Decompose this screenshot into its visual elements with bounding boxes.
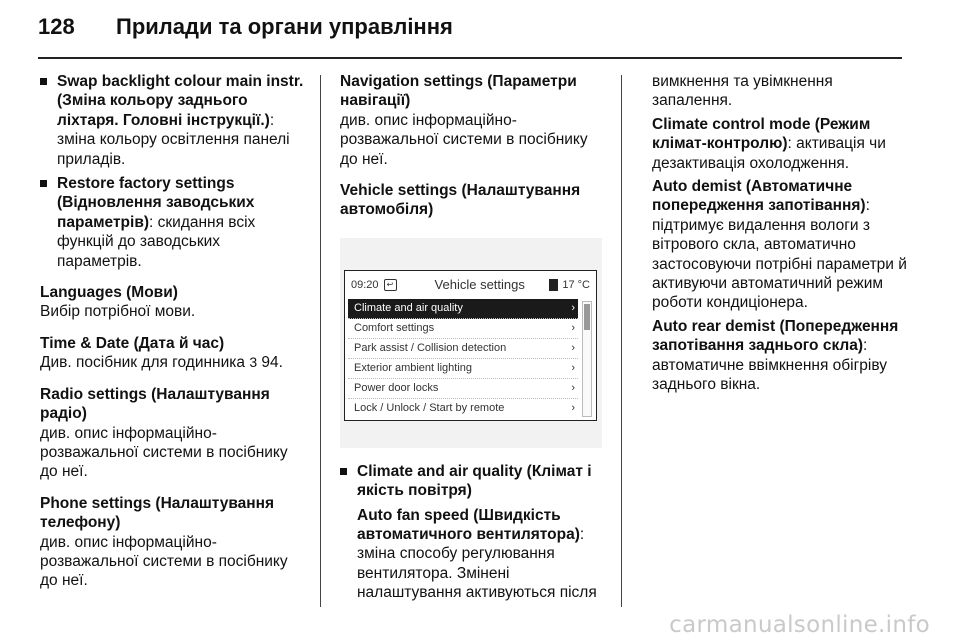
- section-text: див. опис інформаційно-розважальної системи в посібнику до неї.: [40, 533, 288, 590]
- menu-item-label: Climate and air quality: [354, 301, 463, 314]
- column-2: [340, 72, 605, 608]
- section-climate-mode: [652, 115, 912, 173]
- section-rear-demist: [652, 317, 912, 395]
- column-divider: [320, 75, 321, 607]
- menu-item-comfort[interactable]: [348, 319, 578, 339]
- back-icon[interactable]: ↩: [384, 279, 397, 291]
- section-title: Time & Date (Дата й час): [40, 334, 225, 352]
- section-title: Phone settings (Налаштування телефону): [40, 494, 275, 532]
- page-number: 128: [38, 14, 75, 39]
- bullet-square-icon: [340, 468, 347, 475]
- screen-heading: Vehicle settings: [434, 276, 525, 292]
- bullet-title: Restore factory settings (Відновлення заводських параметрів): [57, 175, 255, 231]
- bullet-square-icon: [40, 180, 47, 187]
- section-title: Vehicle settings (Налаштування автомобіля): [340, 182, 581, 219]
- bullet-text: : зміна кольору освітлення панелі приладів.: [57, 111, 290, 168]
- section-title: Climate control mode (Режим клімат-контролю): [652, 115, 871, 153]
- section-phone: [40, 494, 308, 591]
- screen-time: 09:20: [351, 278, 379, 291]
- bullet-restore-factory: [40, 174, 308, 271]
- section-title: Auto rear demist (Попередження запотівання заднього скла): [652, 317, 899, 355]
- bullet-title: Swap backlight colour main instr. (Зміна кольору заднього ліхтаря. Головні інструкції.): [57, 73, 304, 129]
- page-header: [38, 14, 453, 54]
- menu-item-ambient-lighting[interactable]: [348, 359, 578, 379]
- arrow-ref-icon: 3: [249, 354, 258, 371]
- section-title: Radio settings (Налаштування радіо): [40, 385, 270, 423]
- bullet-climate-air: [340, 462, 605, 603]
- menu-item-label: Lock / Unlock / Start by remote: [354, 401, 505, 414]
- section-title: Navigation settings (Параметри навігації): [340, 73, 577, 110]
- bullet-title: Climate and air quality (Клімат і якість повітря): [357, 462, 592, 500]
- vehicle-settings-screenshot: [340, 238, 602, 448]
- section-text: : автоматичне ввімкнення обігріву заднього вікна.: [652, 337, 887, 394]
- thermometer-icon: [549, 279, 558, 291]
- menu-item-label: Exterior ambient lighting: [354, 361, 473, 374]
- menu-item-label: Park assist / Collision detection: [354, 341, 507, 354]
- section-text: див. опис інформаційно-розважальної системи в посібнику до неї.: [40, 424, 288, 481]
- settings-menu-list: [348, 299, 578, 418]
- watermark: carmanualsonline.info: [669, 612, 930, 638]
- section-navigation: [340, 72, 605, 169]
- chevron-right-icon: ›: [571, 341, 575, 354]
- chevron-right-icon: ›: [571, 301, 575, 314]
- section-vehicle: [340, 181, 605, 220]
- sub-item-text: : зміна способу регулювання вентилятора. Змінені налаштування активуються після: [357, 526, 597, 602]
- section-title: Languages (Мови): [40, 284, 178, 302]
- time-text: Див. посібник для годинника: [40, 354, 245, 372]
- header-rule: [38, 57, 902, 59]
- menu-item-climate[interactable]: [348, 299, 578, 319]
- menu-item-lock-unlock[interactable]: [348, 399, 578, 418]
- menu-item-door-locks[interactable]: [348, 379, 578, 399]
- sub-item-fan-speed: [357, 506, 605, 603]
- section-languages: [40, 283, 308, 322]
- chevron-right-icon: ›: [571, 361, 575, 374]
- section-time-date: [40, 334, 308, 373]
- bullet-swap-backlight: [40, 72, 308, 169]
- page-title: Прилади та органи управління: [116, 14, 453, 39]
- column-3: [652, 72, 912, 398]
- page-ref[interactable]: 94.: [257, 354, 283, 372]
- chevron-right-icon: ›: [571, 321, 575, 334]
- sub-item-title: Auto fan speed (Швидкість автоматичного вентилятора): [357, 506, 580, 544]
- display-screen: [344, 270, 597, 421]
- column-1: [40, 72, 308, 603]
- section-text: [40, 353, 308, 372]
- bullet-square-icon: [40, 78, 47, 85]
- menu-item-park-assist[interactable]: [348, 339, 578, 359]
- screen-status-bar: [351, 277, 590, 293]
- menu-item-label: Power door locks: [354, 381, 439, 394]
- section-title: Auto demist (Автоматичне попередження запотівання): [652, 178, 866, 215]
- chevron-right-icon: ›: [571, 401, 575, 414]
- continued-text: вимкнення та увімкнення запалення.: [652, 73, 833, 110]
- section-radio: [40, 385, 308, 482]
- scrollbar-thumb[interactable]: [584, 304, 590, 330]
- menu-item-label: Comfort settings: [354, 321, 435, 334]
- bullet-text: : скидання всіх функцій до заводських параметрів.: [57, 213, 256, 270]
- section-auto-demist: [652, 177, 912, 313]
- column-divider: [621, 75, 622, 607]
- section-text: Вибір потрібної мови.: [40, 303, 196, 321]
- section-text: див. опис інформаційно-розважальної системи в посібнику до неї.: [340, 111, 588, 168]
- section-text: : підтримує видалення вологи з вітрового скла, автоматично застосовуючи потрібні параметри й активуючи автоматичний режим роботи кондиціонера.: [652, 197, 907, 312]
- section-text: : активація чи дезактивація охолодження.: [652, 135, 886, 172]
- screen-temperature: 17 °C: [562, 278, 590, 291]
- scrollbar[interactable]: [582, 301, 592, 417]
- chevron-right-icon: ›: [571, 381, 575, 394]
